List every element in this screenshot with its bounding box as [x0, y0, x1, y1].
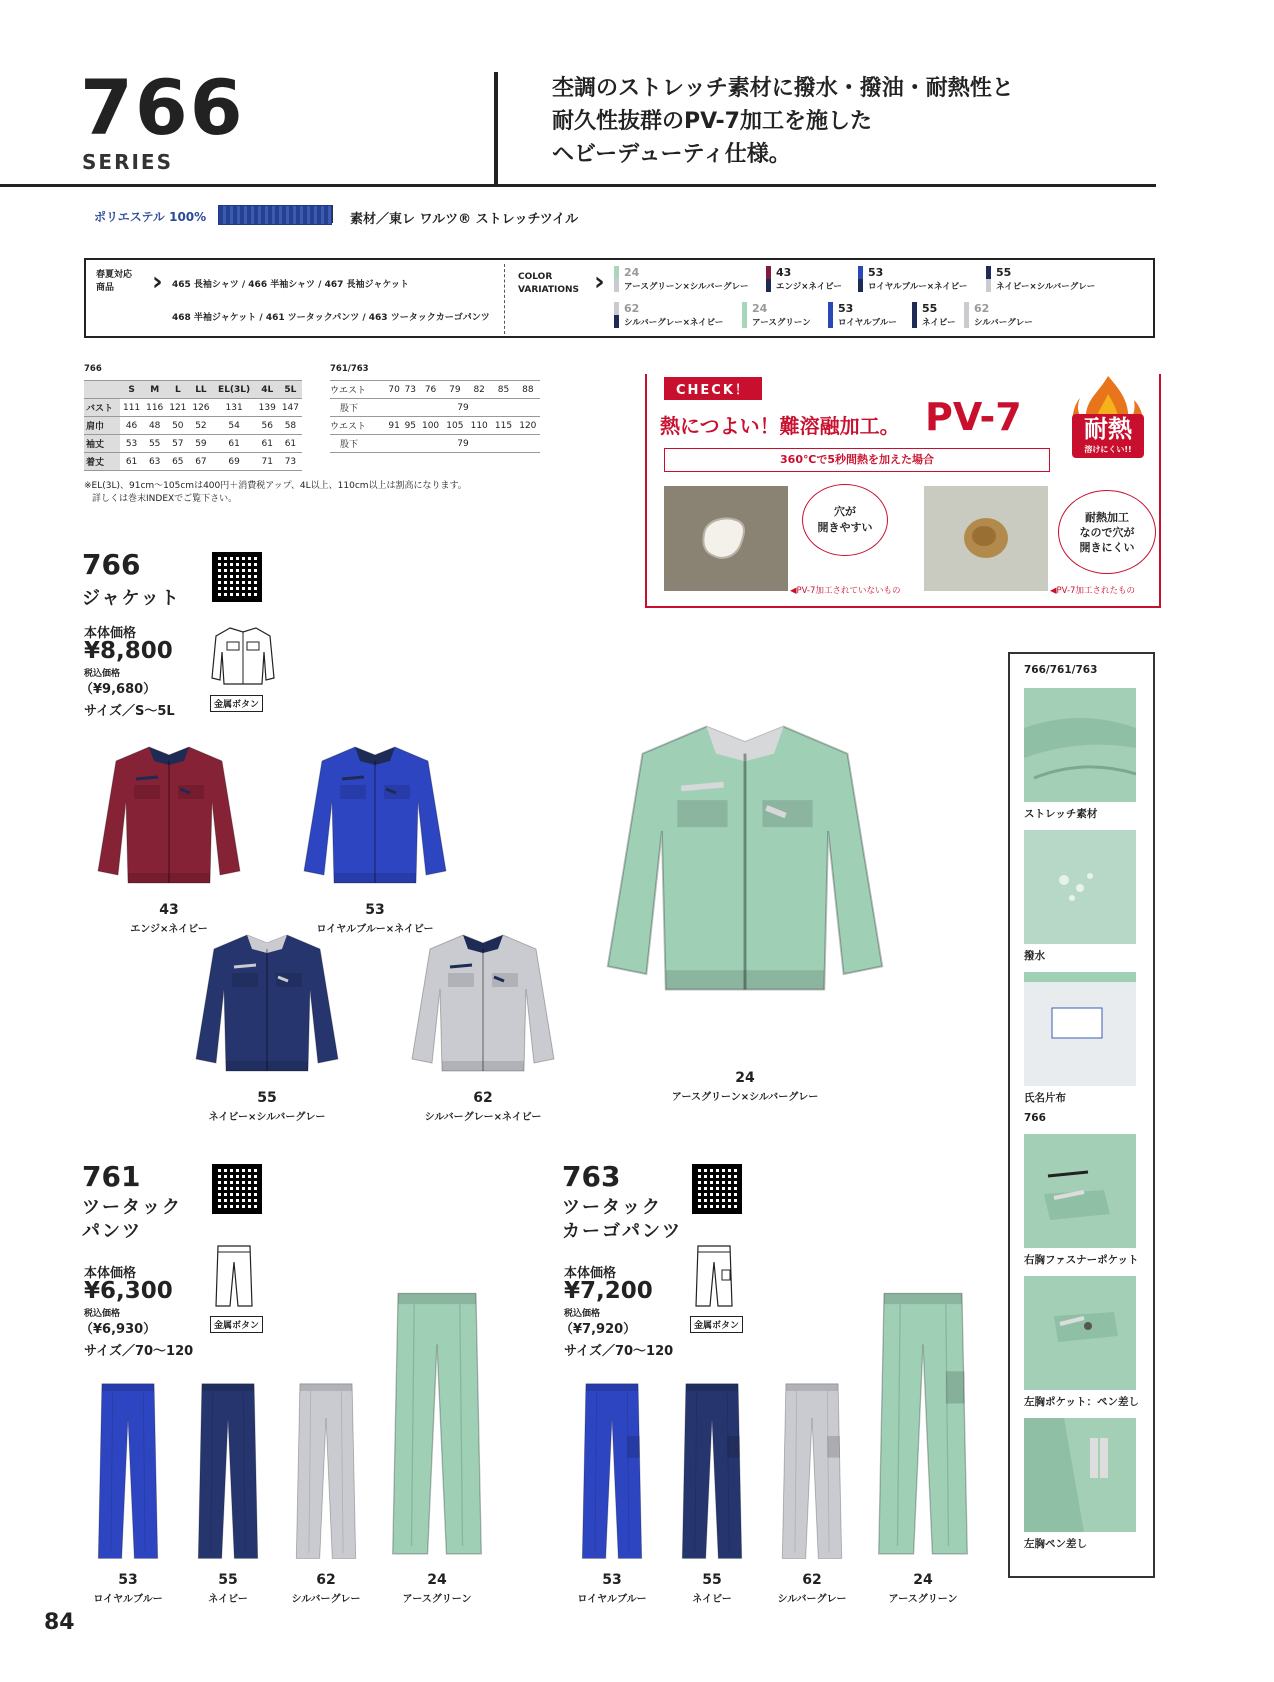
pants-761-variant-53[interactable]: [94, 1382, 162, 1562]
pants-761-name-1: ツータック: [82, 1197, 182, 1218]
variant-name: アースグリーン: [402, 1594, 472, 1605]
pants-763-name-1: ツータック: [562, 1197, 662, 1218]
fabric-composition: ポリエステル 100%: [94, 210, 207, 224]
table-cell: 116: [143, 399, 166, 417]
check-condition: 360℃で5秒間熱を加えた場合: [664, 448, 1050, 472]
color-swatch: [986, 266, 991, 292]
row-header: 着丈: [84, 453, 120, 471]
detail-pen-slot-image: [1024, 1418, 1136, 1532]
detail-panel: [1008, 652, 1155, 1578]
pants-763-variant-55[interactable]: [678, 1382, 746, 1562]
color-swatch: [828, 302, 833, 328]
table-cell: 131: [213, 399, 256, 417]
size-note-2: 詳しくは巻末INDEXでご覧下さい。: [92, 494, 238, 504]
table-cell: 55: [143, 435, 166, 453]
season-label-1: 春夏対応: [96, 270, 133, 280]
table-cell: 121: [166, 399, 189, 417]
table-cell: 58: [279, 417, 302, 435]
cargo-pants-image: [778, 1382, 846, 1562]
table-cell: 56: [256, 417, 279, 435]
color-label-1: COLOR: [518, 272, 553, 282]
fabric-sample-untreated: [664, 486, 788, 591]
table-row: [330, 417, 540, 435]
color-code: 24: [624, 266, 640, 279]
color-name: アースグリーン: [752, 318, 811, 328]
row-header: 股下: [330, 435, 386, 453]
fabric-material: 素材／東レ ワルツ® ストレッチツイル: [350, 212, 579, 227]
variant-code: 55: [257, 1090, 277, 1106]
size-table-761-title: 761/763: [330, 364, 369, 374]
jacket-variant-43[interactable]: [94, 736, 244, 935]
color-swatch: [964, 302, 969, 328]
variant-name: ロイヤルブルー: [577, 1594, 647, 1605]
pv7-logo: PV-7: [925, 395, 1022, 439]
table-cell: 52: [189, 417, 212, 435]
variant-code: 55: [702, 1572, 722, 1588]
badge-box: [1072, 414, 1144, 458]
jacket-number: 766: [82, 548, 141, 581]
color-code: 24: [752, 302, 768, 315]
variant-code: 62: [802, 1572, 822, 1588]
pants-763-name-2: カーゴパンツ: [562, 1221, 682, 1242]
variant-code: 62: [316, 1572, 336, 1588]
fabric-sample-treated: [924, 486, 1048, 591]
variant-name: ネイビー×シルバーグレー: [208, 1112, 326, 1123]
info-divider: [504, 264, 505, 334]
variant-code: 62: [473, 1090, 493, 1106]
jacket-tax-price: （¥9,680）: [80, 682, 157, 697]
fabric-bar: [218, 205, 332, 225]
cargo-pants-outline-icon: [694, 1244, 734, 1308]
metal-button-badge: 金属ボタン: [210, 695, 263, 712]
jacket-variant-24-main[interactable]: [600, 660, 890, 1103]
table-cell: 126: [189, 399, 212, 417]
variant-name: ネイビー: [692, 1594, 732, 1605]
pants-763-variant-53[interactable]: [578, 1382, 646, 1562]
detail-title-2: 766: [1024, 1112, 1046, 1124]
table-cell: 50: [166, 417, 189, 435]
jacket-price: ¥8,800: [84, 638, 173, 664]
headline-line-3: ヘビーデューティ仕様。: [552, 142, 791, 167]
detail-water-image: [1024, 830, 1136, 944]
headline-line-1: 杢調のストレッチ素材に撥水・撥油・耐熱性と: [552, 76, 1014, 101]
pants-image: [292, 1382, 360, 1562]
detail-caption-water: 撥水: [1024, 950, 1045, 962]
pants-image: [94, 1382, 162, 1562]
header-rule: [0, 184, 1156, 187]
variant-name: シルバーグレー×ネイビー: [424, 1112, 542, 1123]
color-swatch: [614, 302, 619, 328]
color-name: シルバーグレー: [974, 318, 1033, 328]
detail-stretch-image: [1024, 688, 1136, 802]
jacket-image: [600, 660, 890, 1060]
right-bubble-line-3: 開きにくい: [1079, 540, 1135, 554]
size-table-766-title: 766: [84, 364, 102, 374]
jacket-outline-icon: [210, 622, 276, 690]
pants-763-sizes: サイズ／70～120: [564, 1344, 674, 1359]
right-bubble-line-2: なので穴が: [1079, 525, 1135, 539]
table-cell: 147: [279, 399, 302, 417]
size-header-row: [84, 381, 302, 399]
color-name: アースグリーン×シルバーグレー: [624, 282, 749, 292]
pants-761-name-2: パンツ: [82, 1221, 142, 1242]
table-cell: 85: [491, 381, 515, 399]
table-cell: 69: [213, 453, 256, 471]
jacket-image: [192, 920, 342, 1088]
pants-761-number: 761: [82, 1160, 141, 1193]
heat-resistant-badge: [1068, 372, 1148, 472]
check-tag: CHECK！: [664, 377, 762, 400]
pants-763-tax-price: （¥7,920）: [560, 1322, 637, 1337]
color-label-2: VARIATIONS: [518, 285, 580, 295]
variant-code: 24: [735, 1070, 755, 1086]
pants-761-variant-24[interactable]: [390, 1284, 484, 1566]
jacket-price-label: 本体価格: [84, 626, 137, 641]
pants-image: [390, 1284, 484, 1566]
variant-code: 43: [159, 902, 179, 918]
color-name: ネイビー: [922, 318, 956, 328]
table-cell: 53: [120, 435, 143, 453]
color-code: 55: [996, 266, 1012, 279]
detail-caption-pen-pocket: 左胸ポケット：ペン差し: [1024, 1396, 1139, 1408]
jacket-image: [300, 736, 450, 896]
jacket-variant-55[interactable]: [192, 920, 342, 1123]
detail-zip-pocket-image: [1024, 1134, 1136, 1248]
series-label: SERIES: [82, 150, 173, 174]
size-header-cell: [84, 381, 120, 399]
variant-name: ロイヤルブルー: [93, 1594, 163, 1605]
table-cell: 95: [402, 417, 418, 435]
size-header-cell: 5L: [279, 381, 302, 399]
color-code: 55: [922, 302, 938, 315]
left-bubble-line-2: 開きやすい: [817, 521, 873, 534]
burn-hole-image: [664, 486, 788, 591]
pen-pocket-image: [1024, 1276, 1136, 1390]
size-note-1: ※EL(3L)、91cm～105cmは400円＋消費税アップ、4L以上、110cm以上は割高になります。: [84, 481, 467, 491]
color-swatch: [858, 266, 863, 292]
table-cell: 79: [443, 381, 467, 399]
color-code: 43: [776, 266, 792, 279]
pants-763-price: ¥7,200: [564, 1278, 653, 1304]
table-row: [84, 435, 302, 453]
table-cell: 139: [256, 399, 279, 417]
pants-761-tax-price: （¥6,930）: [80, 1322, 157, 1337]
header-divider: [494, 72, 498, 184]
table-row: [84, 399, 302, 417]
jacket-tax-label: 税込価格: [84, 669, 121, 679]
qr-code[interactable]: [212, 1164, 262, 1214]
page-number: 84: [44, 1610, 75, 1635]
table-cell: 48: [143, 417, 166, 435]
size-header-cell: 4L: [256, 381, 279, 399]
jacket-variant-62[interactable]: [408, 920, 558, 1123]
color-code: 53: [838, 302, 854, 315]
variant-name: アースグリーン: [888, 1594, 958, 1605]
chevron-right-icon: ›: [594, 267, 605, 297]
table-cell: 110: [467, 417, 491, 435]
fabric-bar-end: [332, 205, 333, 223]
table-cell: 67: [189, 453, 212, 471]
badge-text: 耐熱: [1084, 415, 1132, 443]
jacket-variant-53[interactable]: [300, 736, 450, 935]
color-swatch: [766, 266, 771, 292]
table-cell: 82: [467, 381, 491, 399]
variant-name: ロイヤルブルー×ネイビー: [316, 924, 434, 935]
size-table-766: [84, 380, 302, 471]
table-row: [330, 435, 540, 453]
qr-code[interactable]: [692, 1164, 742, 1214]
chevron-right-icon: ›: [152, 267, 163, 297]
variant-name: エンジ×ネイビー: [130, 924, 208, 935]
table-cell: 71: [256, 453, 279, 471]
pants-761-price-label: 本体価格: [84, 1266, 137, 1281]
series-number: 766: [80, 63, 245, 152]
table-cell: 73: [279, 453, 302, 471]
table-row: [330, 381, 540, 399]
table-cell: 61: [213, 435, 256, 453]
variant-name: アースグリーン×シルバーグレー: [671, 1092, 819, 1103]
table-cell: 65: [166, 453, 189, 471]
qr-code[interactable]: [212, 552, 262, 602]
color-swatch: [614, 266, 619, 292]
variant-code: 24: [913, 1572, 933, 1588]
table-cell: 61: [279, 435, 302, 453]
color-code: 62: [974, 302, 990, 315]
cargo-pants-image: [678, 1382, 746, 1562]
left-caption: ◀PV-7加工されていないもの: [790, 586, 901, 596]
table-cell: 79: [386, 435, 540, 453]
variant-code: 24: [427, 1572, 447, 1588]
table-cell: 115: [491, 417, 515, 435]
cargo-pants-image: [578, 1382, 646, 1562]
table-row: [330, 399, 540, 417]
season-items-1: 465 長袖シャツ / 466 半袖シャツ / 467 長袖ジャケット: [172, 280, 409, 290]
row-header: 股下: [330, 399, 386, 417]
pants-763-name: [562, 1196, 682, 1244]
right-bubble: [1058, 490, 1156, 574]
left-bubble: [802, 484, 888, 556]
variant-name: シルバーグレー: [777, 1594, 847, 1605]
water-drops-image: [1024, 830, 1136, 944]
check-title: 熱につよい！難溶融加工。: [660, 414, 900, 438]
row-header: バスト: [84, 399, 120, 417]
pants-outline-icon: [214, 1244, 254, 1308]
detail-pen-pocket-image: [1024, 1276, 1136, 1390]
color-swatch: [912, 302, 917, 328]
right-bubble-line-1: 耐熱加工: [1085, 510, 1129, 524]
pants-761-name: [82, 1196, 182, 1244]
season-label-2: 商品: [96, 283, 115, 293]
table-cell: 57: [166, 435, 189, 453]
pants-761-price: ¥6,300: [84, 1278, 173, 1304]
variant-code: 55: [218, 1572, 238, 1588]
pants-image: [194, 1382, 262, 1562]
pants-761-line-drawing: [214, 1244, 254, 1308]
pants-761-tax-label: 税込価格: [84, 1309, 121, 1319]
detail-caption-namecloth: 氏名片布: [1024, 1092, 1066, 1104]
cargo-pants-image: [876, 1284, 970, 1566]
burn-mark-image: [924, 486, 1048, 591]
row-header: ウエスト: [330, 417, 386, 435]
color-name: シルバーグレー×ネイビー: [624, 318, 724, 328]
pants-763-tax-label: 税込価格: [564, 1309, 601, 1319]
headline: [552, 72, 1014, 171]
detail-title-1: 766/761/763: [1024, 664, 1098, 676]
left-bubble-line-1: 穴が: [834, 505, 856, 518]
name-cloth-image: [1024, 972, 1136, 1086]
variant-code: 53: [365, 902, 385, 918]
table-row: [84, 417, 302, 435]
pants-763-price-label: 本体価格: [564, 1266, 617, 1281]
size-header-cell: S: [120, 381, 143, 399]
table-cell: 59: [189, 435, 212, 453]
row-header: 袖丈: [84, 435, 120, 453]
table-cell: 76: [418, 381, 442, 399]
row-header: ウエスト: [330, 381, 386, 399]
season-items-2: 468 半袖ジャケット / 461 ツータックパンツ / 463 ツータックカーゴパンツ: [172, 313, 490, 323]
jacket-image: [94, 736, 244, 896]
variant-name: ネイビー: [208, 1594, 248, 1605]
jacket-image: [408, 920, 558, 1088]
table-cell: 79: [386, 399, 540, 417]
color-name: ネイビー×シルバーグレー: [996, 282, 1096, 292]
pants-763-variant-24[interactable]: [876, 1284, 970, 1566]
metal-button-badge: 金属ボタン: [210, 1316, 263, 1333]
color-name: ロイヤルブルー×ネイビー: [868, 282, 968, 292]
color-code: 62: [624, 302, 640, 315]
table-cell: 91: [386, 417, 402, 435]
table-cell: 105: [443, 417, 467, 435]
jacket-line-drawing: [210, 622, 276, 690]
variant-name: シルバーグレー: [291, 1594, 361, 1605]
pants-763-line-drawing: [694, 1244, 734, 1308]
info-box: [84, 258, 1155, 338]
table-cell: 54: [213, 417, 256, 435]
pants-761-sizes: サイズ／70～120: [84, 1344, 194, 1359]
color-swatch: [742, 302, 747, 328]
table-cell: 61: [256, 435, 279, 453]
table-cell: 73: [402, 381, 418, 399]
headline-line-2: 耐久性抜群のPV-7加工を施した: [552, 109, 872, 134]
stretch-fabric-image: [1024, 688, 1136, 802]
detail-caption-stretch: ストレッチ素材: [1024, 808, 1098, 820]
pants-761-variant-62[interactable]: [292, 1382, 360, 1562]
color-name: ロイヤルブルー: [838, 318, 897, 328]
pants-761-variant-55[interactable]: [194, 1382, 262, 1562]
row-header: 肩巾: [84, 417, 120, 435]
table-cell: 88: [516, 381, 540, 399]
metal-button-badge: 金属ボタン: [690, 1316, 743, 1333]
jacket-sizes: サイズ／S～5L: [84, 704, 175, 719]
table-cell: 63: [143, 453, 166, 471]
season-label: [96, 269, 132, 295]
size-note: [84, 480, 467, 506]
size-table-761: [330, 380, 540, 453]
zipper-pocket-image: [1024, 1134, 1136, 1248]
table-cell: 70: [386, 381, 402, 399]
size-header-cell: M: [143, 381, 166, 399]
table-cell: 100: [418, 417, 442, 435]
color-label: [518, 271, 579, 297]
badge-subtext: 溶けにくい!!: [1084, 445, 1132, 454]
size-header-cell: EL(3L): [213, 381, 256, 399]
detail-namecloth-image: [1024, 972, 1136, 1086]
detail-caption-zip-pocket: 右胸ファスナーポケット: [1024, 1254, 1139, 1266]
jacket-name: ジャケット: [82, 588, 181, 609]
size-header-cell: L: [166, 381, 189, 399]
table-cell: 61: [120, 453, 143, 471]
table-row: [84, 453, 302, 471]
pants-763-variant-62[interactable]: [778, 1382, 846, 1562]
table-cell: 46: [120, 417, 143, 435]
variant-code: 53: [118, 1572, 138, 1588]
variant-code: 53: [602, 1572, 622, 1588]
table-cell: 111: [120, 399, 143, 417]
size-header-cell: LL: [189, 381, 212, 399]
pen-slot-image: [1024, 1418, 1136, 1532]
table-cell: 120: [516, 417, 540, 435]
detail-caption-pen-slot: 左胸ペン差し: [1024, 1538, 1087, 1550]
color-name: エンジ×ネイビー: [776, 282, 842, 292]
right-caption: ◀PV-7加工されたもの: [1050, 586, 1135, 596]
color-code: 53: [868, 266, 884, 279]
pants-763-number: 763: [562, 1160, 621, 1193]
